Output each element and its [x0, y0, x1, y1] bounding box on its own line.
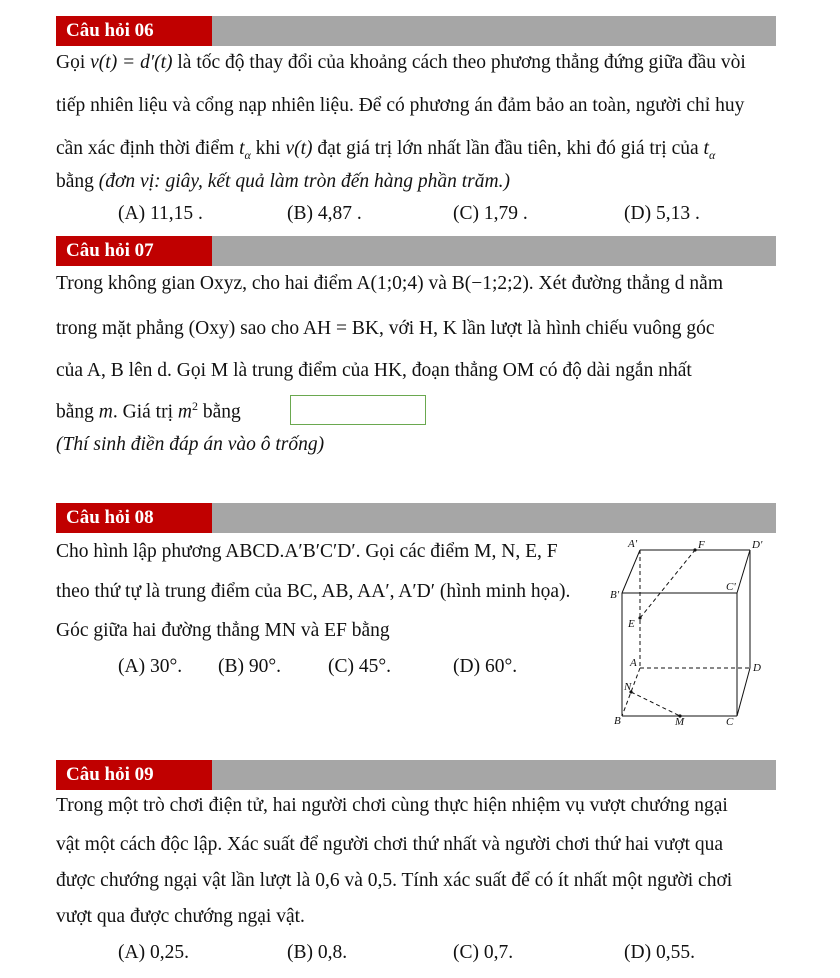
q09-header	[56, 760, 776, 790]
label-b-prime: B'	[610, 589, 620, 601]
q09-line1: Trong một trò chơi điện tử, hai người chơi cùng thực hiện nhiệm vụ vượt chướng ngại	[56, 795, 728, 816]
q08-line1: Cho hình lập phương ABCD.A′B′C′D′. Gọi các điểm M, N, E, F	[56, 541, 558, 562]
cube-figure	[600, 538, 790, 738]
q08-label: Câu hỏi 08	[56, 503, 212, 533]
label-n: N	[624, 681, 632, 693]
q09-line3: được chướng ngại vật lần lượt là 0,6 và 0,5. Tính xác suất để có ít nhất một người chơi	[56, 870, 733, 891]
q07-line3: của A, B lên d. Gọi M là trung điểm của HK, đoạn thẳng OM có độ dài ngắn nhất	[56, 360, 692, 381]
label-f: F	[698, 539, 705, 551]
q08-option-b[interactable]: (B) 90°.	[218, 656, 282, 677]
label-d-prime: D'	[752, 539, 763, 551]
q06-line3: cần xác định thời điểm $t_\alpha$ khi v(t) đạt giá trị lớn nhất lần đầu tiên, khi đó giá trị của $t_\alpha$	[56, 138, 716, 162]
q06-line4: bằng (đơn vị: giây, kết quả làm tròn đến hàng phần trăm.)	[56, 171, 510, 192]
q06-option-b[interactable]: (B) 4,87 .	[287, 203, 362, 224]
q06-header	[56, 16, 776, 46]
label-d: D	[753, 662, 761, 674]
q06-line2: tiếp nhiên liệu và cổng nạp nhiên liệu. Để có phương án đảm bảo an toàn, người chỉ huy	[56, 95, 745, 116]
q07-label: Câu hỏi 07	[56, 236, 212, 266]
q07-line2: trong mặt phẳng (Oxy) sao cho AH = BK, với H, K lần lượt là hình chiếu vuông góc	[56, 318, 715, 339]
label-e: E	[628, 618, 635, 630]
label-c: C	[726, 716, 734, 728]
q06-option-c[interactable]: (C) 1,79 .	[453, 203, 528, 224]
q09-line4: vượt qua được chướng ngại vật.	[56, 906, 305, 927]
q09-label: Câu hỏi 09	[56, 760, 212, 790]
q08-line3: Góc giữa hai đường thẳng MN và EF bằng	[56, 620, 390, 641]
label-b: B	[614, 715, 621, 727]
label-a: A	[630, 657, 637, 669]
q07-instruction: (Thí sinh điền đáp án vào ô trống)	[56, 434, 325, 455]
q09-option-d[interactable]: (D) 0,55.	[624, 942, 695, 963]
q08-option-d[interactable]: (D) 60°.	[453, 656, 518, 677]
q08-option-a[interactable]: (A) 30°.	[118, 656, 183, 677]
q06-option-a[interactable]: (A) 11,15 .	[118, 203, 203, 224]
q07-line1: Trong không gian Oxyz, cho hai điểm A(1;0;4) và B(−1;2;2). Xét đường thẳng d nằm	[56, 273, 723, 294]
label-a-prime: A'	[628, 538, 638, 550]
q09-option-c[interactable]: (C) 0,7.	[453, 942, 514, 963]
q06-line1: Gọi v(t) = d′(t) là tốc độ thay đổi của khoảng cách theo phương thẳng đứng giữa đầu vòi	[56, 52, 746, 73]
label-c-prime: C'	[726, 581, 736, 593]
q07-header	[56, 236, 776, 266]
q08-header	[56, 503, 776, 533]
q09-option-a[interactable]: (A) 0,25.	[118, 942, 189, 963]
q09-line2: vật một cách độc lập. Xác suất để người chơi thứ nhất và người chơi thứ hai vượt qua	[56, 834, 724, 855]
q08-option-c[interactable]: (C) 45°.	[328, 656, 392, 677]
answer-input-box[interactable]	[290, 395, 426, 425]
q09-option-b[interactable]: (B) 0,8.	[287, 942, 348, 963]
q06-label: Câu hỏi 06	[56, 16, 212, 46]
q08-line2: theo thứ tự là trung điểm của BC, AB, AA′, A′D′ (hình minh họa).	[56, 581, 571, 602]
label-m: M	[675, 716, 685, 728]
q06-option-d[interactable]: (D) 5,13 .	[624, 203, 700, 224]
q07-line4: bằng m. Giá trị $m^2$ bằng	[56, 399, 241, 423]
